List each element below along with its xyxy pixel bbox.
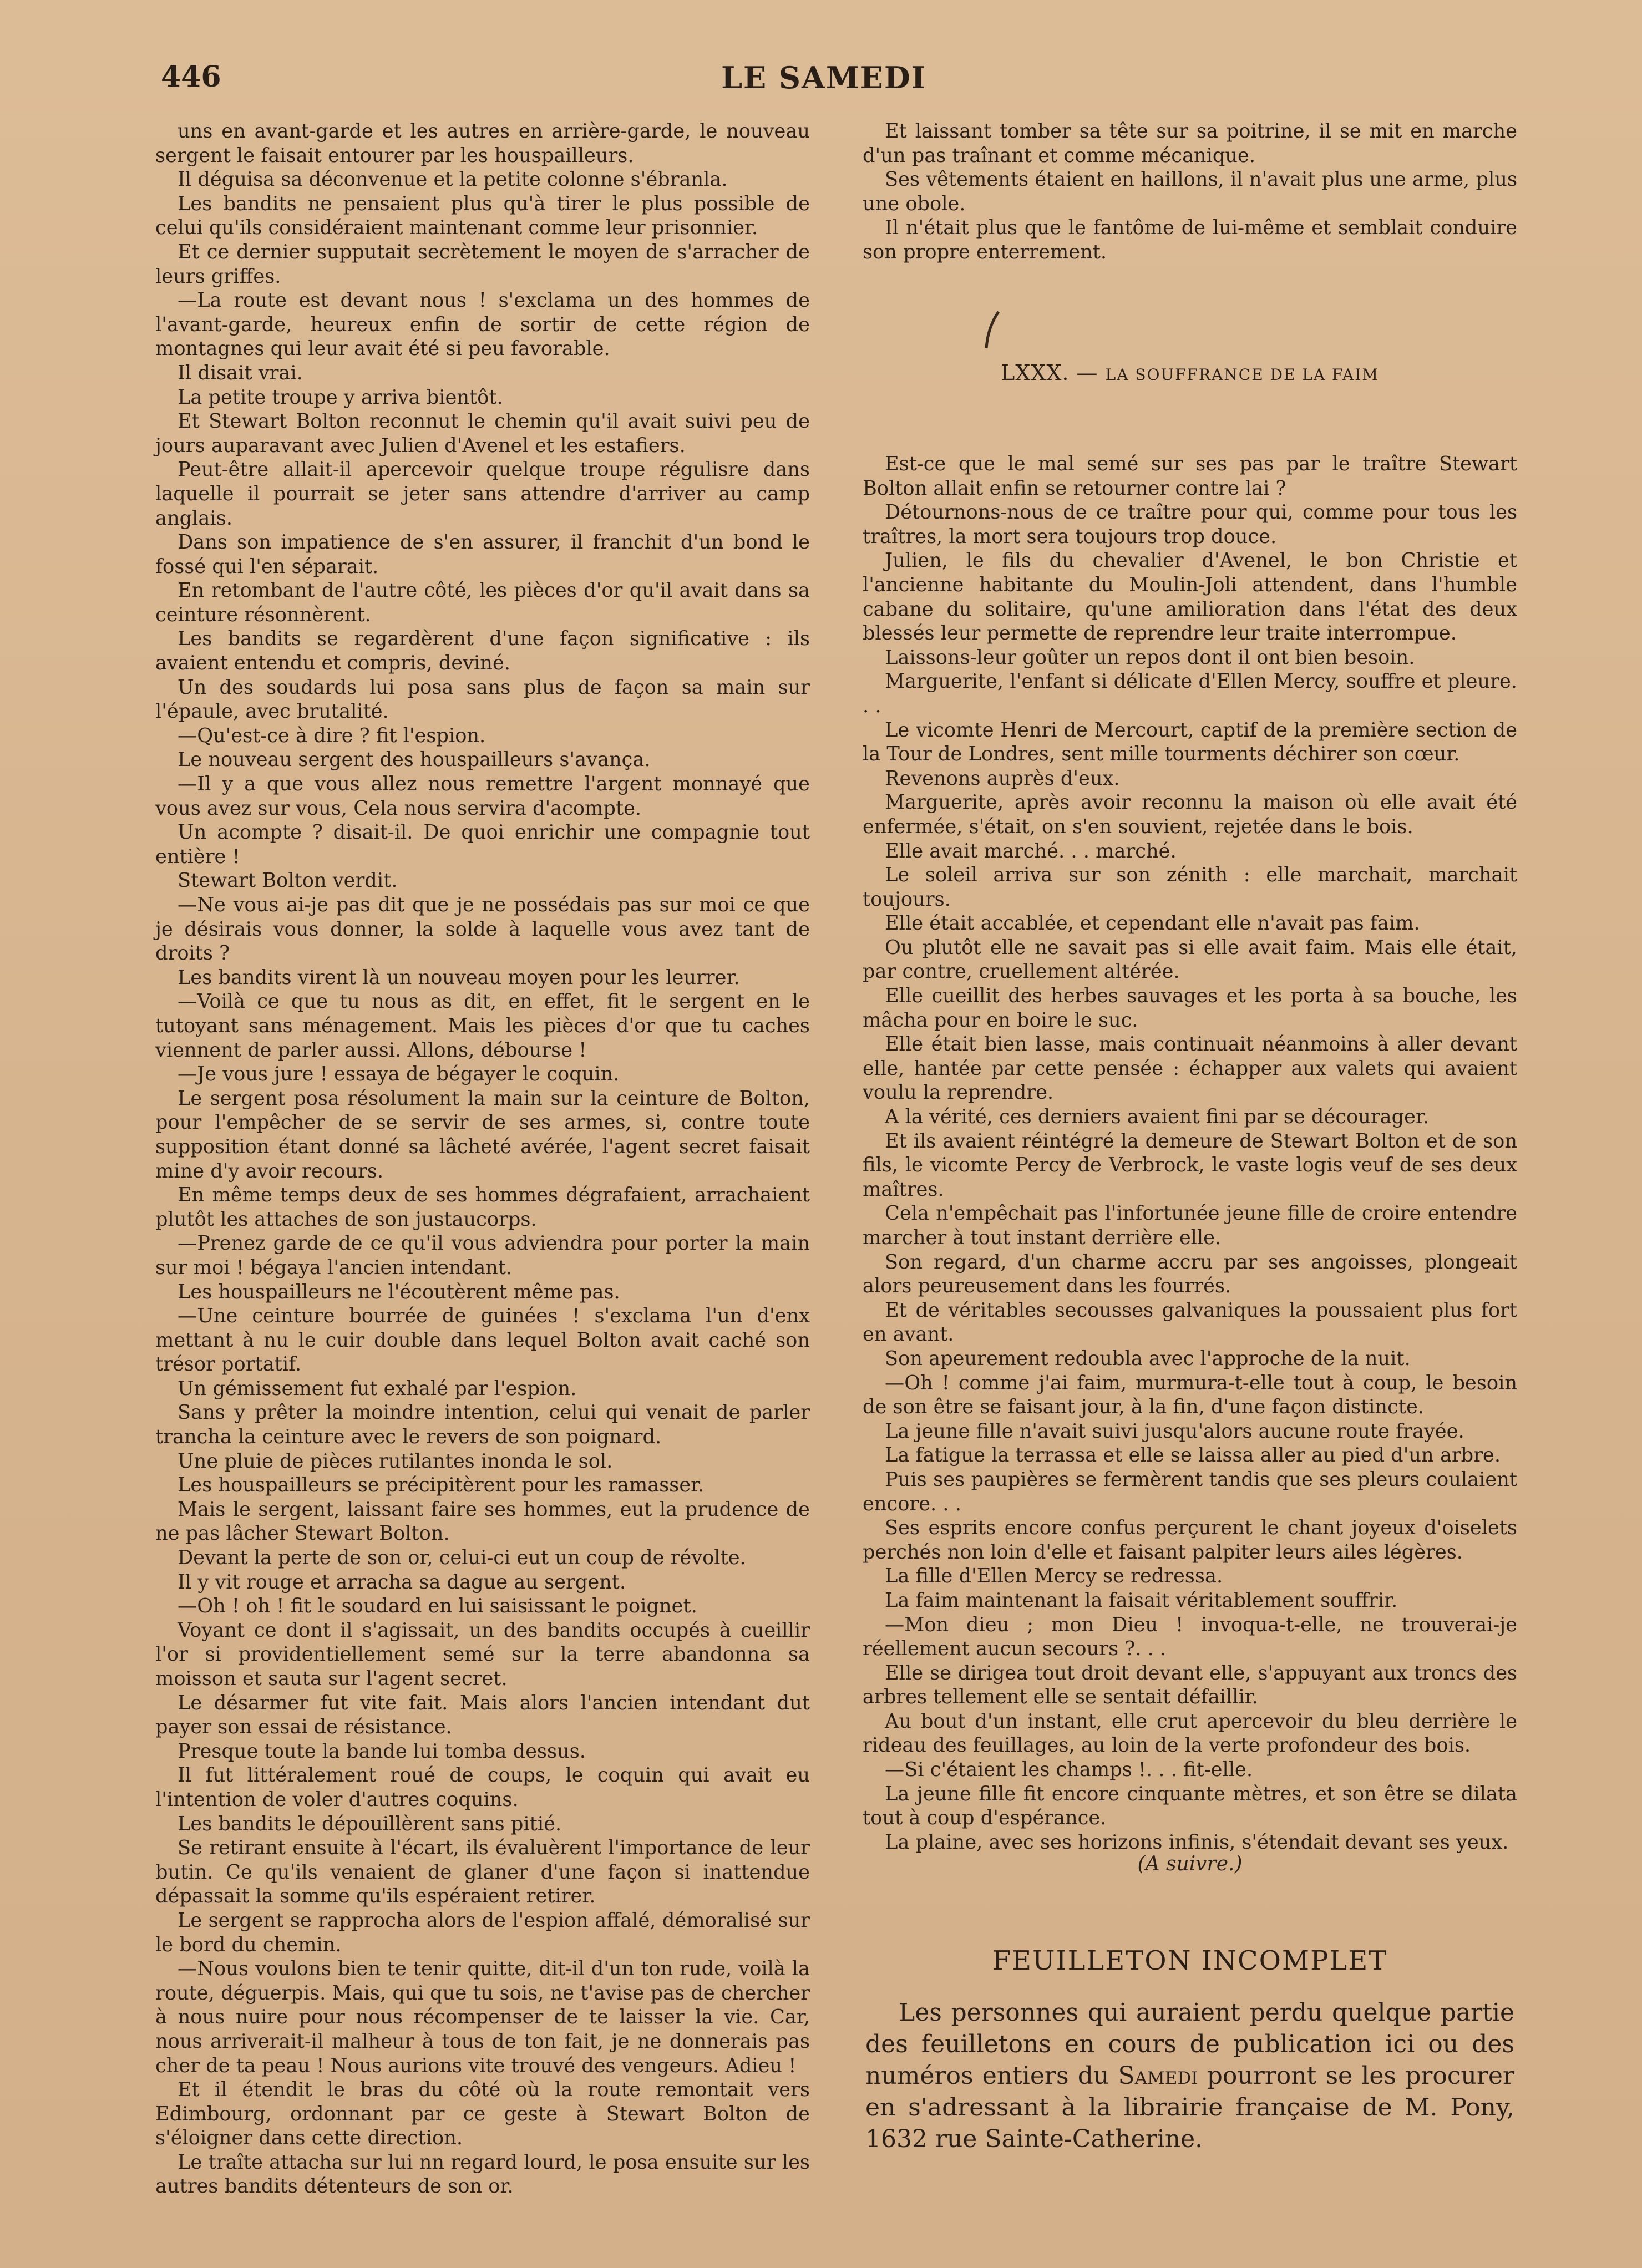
paragraph: Le désarmer fut vite fait. Mais alors l'ancien intendant dut payer son essai de résistance. — [155, 1691, 810, 1739]
journal-title: LE SAMEDI — [721, 60, 926, 95]
paragraph: Sans y prêter la moindre intention, celui qui venait de parler trancha la ceinture avec le revers de son poignard. — [155, 1401, 810, 1449]
paragraph: —Ne vous ai-je pas dit que je ne possédais pas sur moi ce que je désirais vous donner, la solde à laquelle vous avez tant de droits ? — [155, 894, 810, 965]
paragraph: Mais le sergent, laissant faire ses hommes, eut la prudence de ne pas lâcher Stewart Bolton. — [155, 1498, 810, 1545]
paragraph: En retombant de l'autre côté, les pièces d'or qu'il avait dans sa ceinture résonnèrent. — [155, 579, 810, 626]
page-header — [161, 60, 1487, 99]
paragraph: Et laissant tomber sa tête sur sa poitrine, il se mit en marche d'un pas traînant et comme mécanique. — [863, 120, 1517, 167]
paragraph: Les bandits le dépouillèrent sans pitié. — [178, 1812, 562, 1835]
paragraph: Le soleil arriva sur son zénith : elle marchait, marchait toujours. — [863, 864, 1517, 911]
paragraph: Les bandits virent là un nouveau moyen pour les leurrer. — [178, 966, 740, 989]
paragraph: —Voilà ce que tu nous as dit, en effet, fit le sergent en le tutoyant sans ménagement. Mais les pièces d'or que tu caches viennent de parler aussi. Allons, débourse ! — [155, 990, 810, 1062]
paragraph: Elle était accablée, et cependant elle n'avait pas faim. — [885, 912, 1420, 935]
paragraph: Les bandits se regardèrent d'une façon significative : ils avaient entendu et compris, deviné. — [155, 627, 810, 675]
paragraph: Le sergent se rapprocha alors de l'espion affalé, démoralisé sur le bord du chemin. — [155, 1909, 810, 1956]
paragraph: Un acompte ? disait-il. De quoi enrichir une compagnie tout entière ! — [155, 821, 810, 868]
paragraph: Elle cueillit des herbes sauvages et les porta à sa bouche, les mâcha pour en boire le suc. — [863, 985, 1517, 1032]
paragraph: Marguerite, l'enfant si délicate d'Ellen Mercy, souffre et pleure. . . — [863, 670, 1517, 717]
paragraph: Et ils avaient réintégré la demeure de Stewart Bolton et de son fils, le vicomte Percy de Verbrock, le vaste logis veuf de ses deux maîtres. — [863, 1129, 1517, 1201]
paragraph: Les bandits ne pensaient plus qu'à tirer le plus possible de celui qu'ils considéraient maintenant comme leur prisonnier. — [155, 192, 810, 240]
paragraph: La jeune fille n'avait suivi jusqu'alors aucune route frayée. — [885, 1419, 1464, 1443]
paragraph: Les houspailleurs se précipitèrent pour les ramasser. — [178, 1474, 705, 1497]
notice-text-start: Les personnes qui auraient perdu quelque partie des feuilletons en cours de publication ici ou des numéros entiers du — [865, 1998, 1514, 2090]
chapter-title: LA SOUFFRANCE DE LA FAIM — [1105, 366, 1379, 384]
chapter-number: LXXX. — — [1001, 361, 1098, 385]
paragraph: Revenons auprès d'eux. — [885, 767, 1120, 790]
paragraph: Puis ses paupières se fermèrent tandis que ses pleurs coulaient encore. . . — [863, 1468, 1517, 1515]
notice-text-end: pourront se les procurer en s'adressant à la librairie française de M. Pony, 1632 rue Sainte-Catherine. — [865, 2062, 1514, 2153]
paragraph: La petite troupe y arriva bientôt. — [178, 385, 503, 409]
paragraph: Le vicomte Henri de Mercourt, captif de la première section de la Tour de Londres, sent mille tourments déchirer son cœur. — [863, 718, 1517, 766]
paragraph: Elle se dirigea tout droit devant elle, s'appuyant aux troncs des arbres tellement elle se sentait défaillir. — [863, 1661, 1517, 1709]
paragraph: La fille d'Ellen Mercy se redressa. — [885, 1565, 1223, 1588]
paragraph: Et Stewart Bolton reconnut le chemin qu'il avait suivi peu de jours auparavant avec Julien d'Avenel et les estafiers. — [155, 410, 810, 457]
paragraph: Son apeurement redoubla avec l'approche de la nuit. — [885, 1347, 1411, 1370]
paragraph: Il n'était plus que le fantôme de lui-même et semblait conduire son propre enterrement. — [863, 216, 1517, 263]
paragraph: Il disait vrai. — [178, 361, 303, 384]
paragraph: La fatigue la terrassa et elle se laissa aller au pied d'un arbre. — [885, 1444, 1501, 1467]
to-be-continued: (A suivre.) — [1137, 1853, 1243, 1875]
paragraph: —Oh ! oh ! fit le soudard en lui saisissant le poignet. — [178, 1595, 697, 1618]
paragraph: Cela n'empêchait pas l'infortunée jeune fille de croire entendre marcher à tout instant derrière elle. — [863, 1202, 1517, 1249]
paragraph: Un gémissement fut exhalé par l'espion. — [178, 1377, 577, 1400]
paragraph: Le nouveau sergent des houspailleurs s'avança. — [178, 748, 651, 772]
paragraph: —Si c'étaient les champs !. . . fit-elle. — [885, 1758, 1253, 1782]
paragraph: Ou plutôt elle ne savait pas si elle avait faim. Mais elle était, par contre, cruellement altérée. — [863, 936, 1517, 983]
paragraph: En même temps deux de ses hommes dégrafaient, arrachaient plutôt les attaches de son justaucorps. — [155, 1184, 810, 1231]
paragraph: Et ce dernier supputait secrètement le moyen de s'arracher de leurs griffes. — [155, 240, 810, 288]
paragraph: Au bout d'un instant, elle crut apercevoir du bleu derrière le rideau des feuillages, au loin de la verte profondeur des bois. — [863, 1709, 1517, 1757]
chapter-text — [863, 452, 1517, 1854]
paragraph: Détournons-nous de ce traître pour qui, comme pour tous les traîtres, la mort sera toujours trop douce. — [863, 501, 1517, 548]
paragraph: Stewart Bolton verdit. — [178, 869, 398, 892]
paragraph: —La route est devant nous ! s'exclama un des hommes de l'avant-garde, heureux enfin de sortir de cette région de montagnes qui leur avait été si peu favorable. — [155, 289, 810, 361]
paragraph: —Qu'est-ce à dire ? fit l'espion. — [178, 724, 486, 747]
paragraph: —Prenez garde de ce qu'il vous adviendra pour porter la main sur moi ! bégaya l'ancien intendant. — [155, 1232, 810, 1279]
notice-journal-name: Samedi — [1118, 2062, 1198, 2090]
paragraph: Devant la perte de son or, celui-ci eut un coup de révolte. — [178, 1546, 746, 1570]
paragraph: Ses esprits encore confus perçurent le chant joyeux d'oiselets perchés non loin d'elle et faisant palpiter leurs ailes légères. — [863, 1516, 1517, 1564]
paragraph: Elle était bien lasse, mais continuait néanmoins à aller devant elle, hantée par cette pensée : échapper aux valets qui avaient voulu la reprendre. — [863, 1033, 1517, 1104]
paragraph: Elle avait marché. . . marché. — [885, 839, 1177, 862]
right-column-top — [863, 119, 1517, 265]
paragraph: —Oh ! comme j'ai faim, murmura-t-elle tout à coup, le besoin de son être se faisant jour, à la fin, d'une façon distincte. — [863, 1371, 1517, 1419]
paragraph: Voyant ce dont il s'agissait, un des bandits occupés à cueillir l'or si providentiellement semé sur la terre abandonna sa moisson et sauta sur l'agent secret. — [155, 1618, 810, 1690]
paragraph: Il y vit rouge et arracha sa dague au sergent. — [178, 1570, 626, 1594]
paragraph: Il déguisa sa déconvenue et la petite colonne s'ébranla. — [178, 168, 728, 191]
paragraph: —Je vous jure ! essaya de bégayer le coquin. — [178, 1063, 620, 1086]
paragraph: Et de véritables secousses galvaniques la poussaient plus fort en avant. — [863, 1298, 1517, 1346]
paragraph: Laissons-leur goûter un repos dont il ont bien besoin. — [885, 646, 1415, 669]
paragraph: Est-ce que le mal semé sur ses pas par le traître Stewart Bolton allait enfin se retourner contre lai ? — [863, 453, 1517, 500]
paragraph: Dans son impatience de s'en assurer, il franchit d'un bond le fossé qui l'en séparait. — [155, 531, 810, 578]
paragraph: Il fut littéralement roué de coups, le coquin qui avait eu l'intention de voler d'autres coquins. — [155, 1764, 810, 1811]
paragraph: Un des soudards lui posa sans plus de façon sa main sur l'épaule, avec brutalité. — [155, 676, 810, 723]
paragraph: —Il y a que vous allez nous remettre l'argent monnayé que vous avez sur vous, Cela nous servira d'acompte. — [155, 773, 810, 820]
notice-title: FEUILLETON INCOMPLET — [992, 1945, 1388, 1976]
paragraph: Presque toute la bande lui tomba dessus. — [178, 1739, 586, 1763]
paragraph: —Nous voulons bien te tenir quitte, dit-il d'un ton rude, voilà la route, déguerpis. Mais, qui que tu sois, ne t'avise pas de chercher à nous nuire pour nous récompenser de te laisser la vie. Car, nous arriverait-il malheur à tous de ton fait, je ne donnerais pas cher de ta peau ! Nous aurions vite trouvé des vengeurs. Adieu ! — [155, 1957, 810, 2077]
paragraph: uns en avant-garde et les autres en arrière-garde, le nouveau sergent le faisait entourer par les houspailleurs. — [155, 120, 810, 167]
paragraph: Une pluie de pièces rutilantes inonda le sol. — [178, 1449, 613, 1473]
left-column — [155, 119, 810, 2199]
paragraph: Se retirant ensuite à l'écart, ils évaluèrent l'importance de leur butin. Ce qu'ils venaient de glaner d'une façon si inattendue dépassait la somme qu'ils espéraient retirer. — [155, 1836, 810, 1908]
paragraph: Le sergent posa résolument la main sur la ceinture de Bolton, pour l'empêcher de se servir de ses armes, si, contre toute supposition étant donné sa lâcheté avérée, l'agent secret faisait mine d'y avoir recours. — [155, 1087, 810, 1183]
paragraph: Son regard, d'un charme accru par ses angoisses, plongeait alors peureusement dans les fourrés. — [863, 1250, 1517, 1298]
paragraph: Ses vêtements étaient en haillons, il n'avait plus une arme, plus une obole. — [863, 168, 1517, 215]
paragraph: Marguerite, après avoir reconnu la maison où elle avait été enfermée, s'était, on s'en souvient, rejetée dans le bois. — [863, 791, 1517, 838]
paragraph: La plaine, avec ses horizons infinis, s'étendait devant ses yeux. — [885, 1830, 1509, 1854]
paragraph: Le traîte attacha sur lui nn regard lourd, le posa ensuite sur les autres bandits détenteurs de son or. — [155, 2150, 810, 2198]
paragraph: Et il étendit le bras du côté où la route remontait vers Edimbourg, ordonnant par ce geste à Stewart Bolton de s'éloigner dans cette direction. — [155, 2078, 810, 2150]
paragraph: La jeune fille fit encore cinquante mètres, et son être se dilata tout à coup d'espérance. — [863, 1782, 1517, 1830]
paragraph: A la vérité, ces derniers avaient fini par se décourager. — [885, 1105, 1430, 1129]
paragraph: Julien, le fils du chevalier d'Avenel, le bon Christie et l'ancienne habitante du Moulin-Joli attendent, dans l'humble cabane du solitaire, qu'une amilioration dans l'état des deux blessés leur permette de reprendre leur traite interrompue. — [863, 549, 1517, 645]
paragraph: Peut-être allait-il apercevoir quelque troupe régulisre dans laquelle il pourrait se jeter sans attendre d'arriver au camp anglais. — [155, 458, 810, 530]
paragraph: —Une ceinture bourrée de guinées ! s'exclama l'un d'enx mettant à nu le cuir double dans lequel Bolton avait caché son trésor portatif. — [155, 1305, 810, 1376]
ornament-icon — [982, 311, 1004, 349]
notice-body — [865, 1997, 1514, 2155]
chapter-heading — [863, 361, 1517, 385]
paragraph: La faim maintenant la faisait véritablement souffrir. — [885, 1589, 1398, 1612]
paragraph: Les houspailleurs ne l'écoutèrent même pas. — [178, 1280, 620, 1303]
paragraph: —Mon dieu ; mon Dieu ! invoqua-t-elle, ne trouverai-je réellement aucun secours ?. . . — [863, 1613, 1517, 1661]
page-number: 446 — [161, 60, 221, 94]
